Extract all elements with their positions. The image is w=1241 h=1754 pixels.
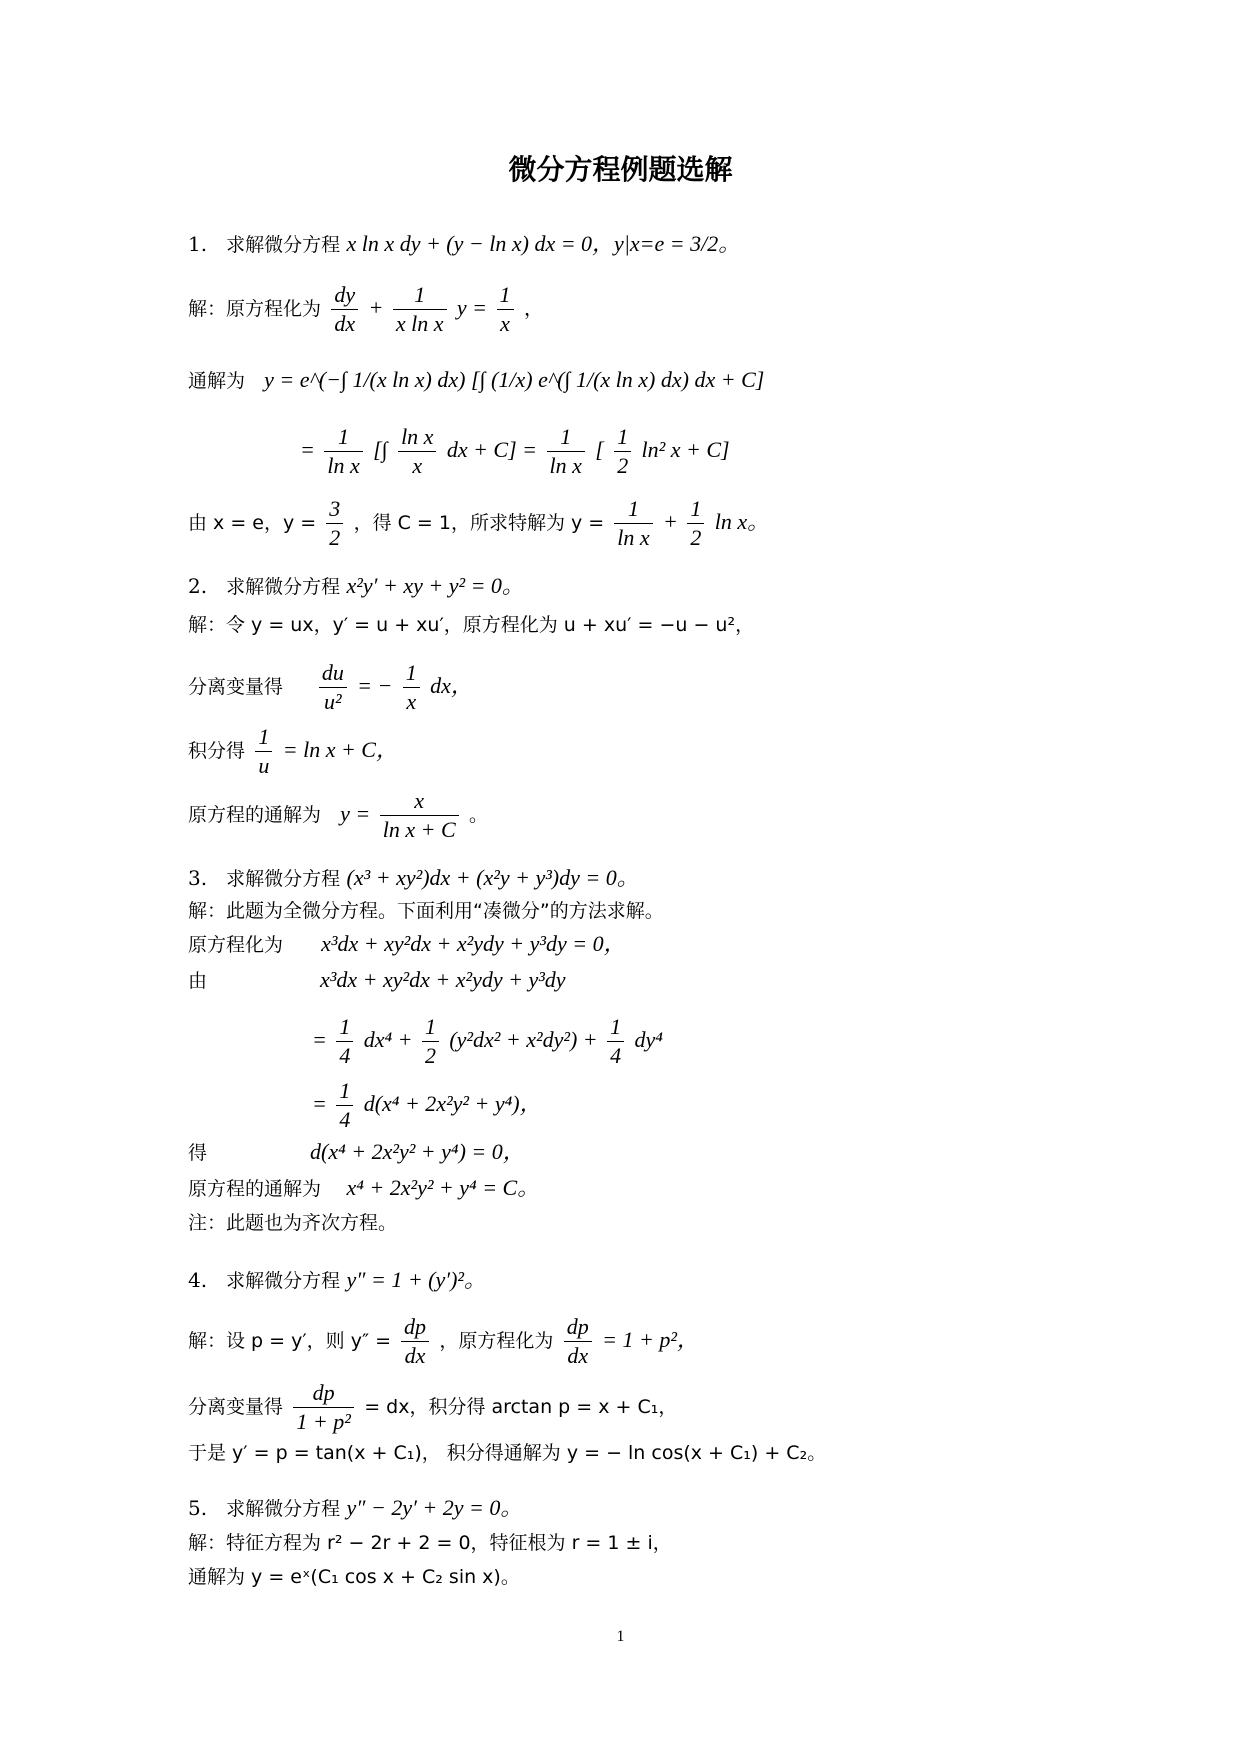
step-label: 解：原方程化为 [188, 298, 322, 320]
fraction: $\frac{3}{2}$ [326, 496, 343, 551]
fraction: $\frac{x}{\text{ln x + C}}$ [380, 788, 459, 843]
question-text: 求解微分方程 [226, 234, 341, 256]
problem-2-step-3: 积分得 $\frac{1}{u}$ = ln x + C， [188, 724, 398, 778]
question-expression: y″ = 1 + (y′)²。 [346, 1267, 486, 1292]
problem-5-step-2: 通解为 y = eˣ(C₁ cos x + C₂ sin x)。 [188, 1566, 520, 1588]
fraction: $\frac{1}{2}$ [687, 496, 704, 551]
problem-3-step-5: = $\frac{1}{4}$ d(x⁴ + 2x²y² + y⁴)， [312, 1078, 542, 1132]
problem-5-step-1: 解：特征方程为 r² − 2r + 2 = 0，特征根为 r = 1 ± i， [188, 1532, 672, 1554]
problem-3-step-7: 原方程的通解为 x⁴ + 2x²y² + y⁴ = C。 [188, 1175, 540, 1200]
fraction: $\frac{du}{\text{u²}}$ [319, 660, 347, 715]
problem-4-step-1: 解：设 p = y′，则 y″ = $\frac{dp}{dx}$ ，原方程化为 $\frac{dp}{dx}$ = 1 + p²， [188, 1314, 699, 1368]
question-text: 求解微分方程 [226, 1270, 341, 1292]
problem-4-question [188, 1268, 486, 1293]
problem-4-step-3: 于是 y′ = p = tan(x + C₁)， 积分得通解为 y = − ln cos(x + C₁) + C₂。 [188, 1442, 827, 1464]
problem-5-question [188, 1496, 522, 1521]
question-expression: y″ − 2y′ + 2y = 0。 [346, 1495, 523, 1520]
fraction: $\frac{1}{2}$ [422, 1014, 439, 1069]
question-expression: x ln x dy + (y − ln x) dx = 0，y|x=e = 3/2。 [346, 231, 741, 256]
fraction: $\frac{1}{4}$ [336, 1078, 353, 1133]
problem-number: 2. [188, 574, 208, 598]
page-title: 微分方程例题选解 [508, 153, 733, 186]
fraction: $\frac{1}{4}$ [336, 1014, 353, 1069]
problem-number: 4. [188, 1268, 208, 1292]
problem-2-question [188, 574, 524, 599]
problem-1-step-2 [188, 368, 764, 393]
fraction: $\frac{dp}{dx}$ [401, 1314, 429, 1369]
problem-3-step-1: 解：此题为全微分方程。下面利用“凑微分”的方法求解。 [188, 900, 664, 922]
question-expression: (x³ + xy²)dx + (x²y + y³)dy = 0。 [346, 865, 639, 890]
fraction: $\frac{1}{\text{ln x}}$ [614, 496, 652, 551]
question-text: 求解微分方程 [226, 1498, 341, 1520]
problem-3-step-4: = $\frac{1}{4}$ dx⁴ + $\frac{1}{2}$ (y²dx² + x²dy²) + $\frac{1}{4}$ dy⁴ [312, 1014, 663, 1068]
problem-2-step-2: 分离变量得 $\frac{du}{\text{u²}}$ = − $\frac{1}{x}$ dx， [188, 660, 473, 714]
question-text: 求解微分方程 [226, 576, 341, 598]
problem-number: 3. [188, 866, 208, 890]
fraction: $\frac{dp}{dx}$ [564, 1314, 592, 1369]
problem-3-question [188, 866, 639, 891]
fraction: $\frac{1}{x}$ [497, 282, 514, 337]
question-text: 求解微分方程 [226, 868, 341, 890]
fraction: $\frac{1}{x}$ [403, 660, 420, 715]
problem-3-note: 注：此题也为齐次方程。 [188, 1212, 398, 1234]
question-expression: x²y′ + xy + y² = 0。 [346, 573, 524, 598]
fraction: $\frac{dp}{\text{1 + p²}}$ [293, 1380, 353, 1435]
fraction: $\frac{1}{\text{x ln x}}$ [393, 282, 447, 337]
step-label: 通解为 [188, 370, 246, 392]
problem-1-step-4: 由 x = e，y = $\frac{3}{2}$ ，得 C = 1，所求特解为 y = $\frac{1}{\text{ln x}}$ + $\frac{1}{2}$ ln x。 [188, 496, 770, 550]
problem-2-step-1: 解：令 y = ux，y′ = u + xu′，原方程化为 u + xu′ = −u − u²， [188, 614, 755, 636]
problem-1-step-3: = $\frac{1}{\text{ln x}}$ [∫ $\frac{\text{ln x}}{x}$ dx + C] = $\frac{1}{\text{ln x}}$ [ $\frac{1}{2}$ ln² x + C] [300, 424, 730, 478]
problem-2-step-4: 原方程的通解为 y = $\frac{x}{\text{ln x + C}}$ 。 [188, 788, 488, 842]
problem-3-step-2: 原方程化为 x³dx + xy²dx + x²ydy + y³dy = 0， [188, 931, 626, 956]
general-solution-expression: y = e^(−∫ 1/(x ln x) dx) [∫ (1/x) e^(∫ 1/(x ln x) dx) dx + C] [264, 367, 765, 392]
problem-4-step-2: 分离变量得 $\frac{dp}{\text{1 + p²}}$ = dx，积分得 arctan p = x + C₁， [188, 1380, 678, 1434]
problem-number: 5. [188, 1496, 208, 1520]
problem-3-step-3: 由 x³dx + xy²dx + x²ydy + y³dy [188, 967, 566, 992]
fraction: $\frac{1}{\text{ln x}}$ [324, 424, 362, 479]
fraction: $\frac{1}{u}$ [255, 724, 272, 779]
fraction: $\frac{dy}{dx}$ [331, 282, 358, 337]
problem-1-step-1: 解：原方程化为 $\frac{dy}{dx}$ + $\frac{1}{\text{x ln x}}$ y = $\frac{1}{x}$ ， [188, 282, 544, 336]
problem-3-step-6: 得 d(x⁴ + 2x²y² + y⁴) = 0， [188, 1139, 525, 1164]
page-number: 1 [616, 1628, 625, 1645]
fraction: $\frac{1}{2}$ [614, 424, 631, 479]
fraction: $\frac{1}{4}$ [607, 1014, 624, 1069]
fraction: $\frac{1}{\text{ln x}}$ [547, 424, 585, 479]
problem-1-question [188, 232, 740, 257]
problem-number: 1. [188, 232, 208, 256]
fraction: $\frac{\text{ln x}}{x}$ [398, 424, 436, 479]
